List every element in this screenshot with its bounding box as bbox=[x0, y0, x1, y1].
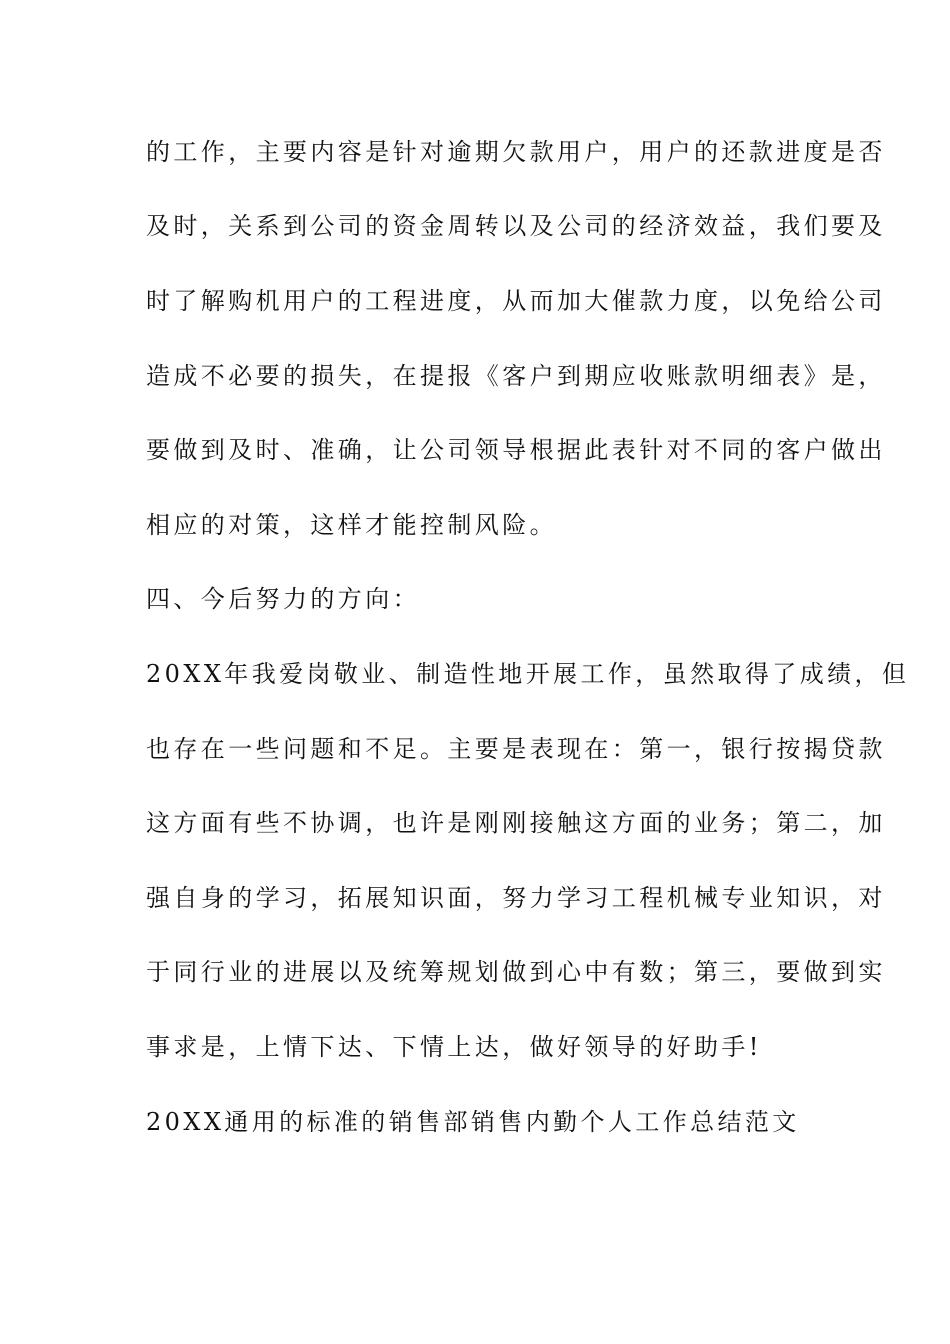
text-line: 这方面有些不协调，也许是刚刚接触这方面的业务；第二，加 bbox=[146, 809, 886, 837]
text-line: 强自身的学习，拓展知识面，努力学习工程机械专业知识，对 bbox=[146, 884, 886, 912]
text-line: 于同行业的进展以及统筹规划做到心中有数；第三，要做到实 bbox=[146, 958, 886, 986]
text-line: 造成不必要的损失，在提报《客户到期应收账款明细表》是， bbox=[146, 362, 886, 390]
text-line: 也存在一些问题和不足。主要是表现在：第一，银行按揭贷款 bbox=[146, 735, 886, 763]
text-line: 及时，关系到公司的资金周转以及公司的经济效益，我们要及 bbox=[146, 212, 886, 240]
text-line: 的工作，主要内容是针对逾期欠款用户，用户的还款进度是否 bbox=[146, 138, 886, 166]
text-line: 事求是，上情下达、下情上达，做好领导的好助手! bbox=[146, 1033, 762, 1061]
text-line: 要做到及时、准确，让公司领导根据此表针对不同的客户做出 bbox=[146, 436, 886, 464]
document-title: 20XX通用的标准的销售部销售内勤个人工作总结范文 bbox=[146, 1108, 800, 1136]
text-line: 相应的对策，这样才能控制风险。 bbox=[146, 511, 557, 539]
text-line: 时了解购机用户的工程进度，从而加大催款力度，以免给公司 bbox=[146, 287, 886, 315]
text-line: 20XX年我爱岗敬业、制造性地开展工作，虽然取得了成绩，但 bbox=[146, 660, 910, 688]
section-heading: 四、今后努力的方向： bbox=[146, 585, 420, 613]
